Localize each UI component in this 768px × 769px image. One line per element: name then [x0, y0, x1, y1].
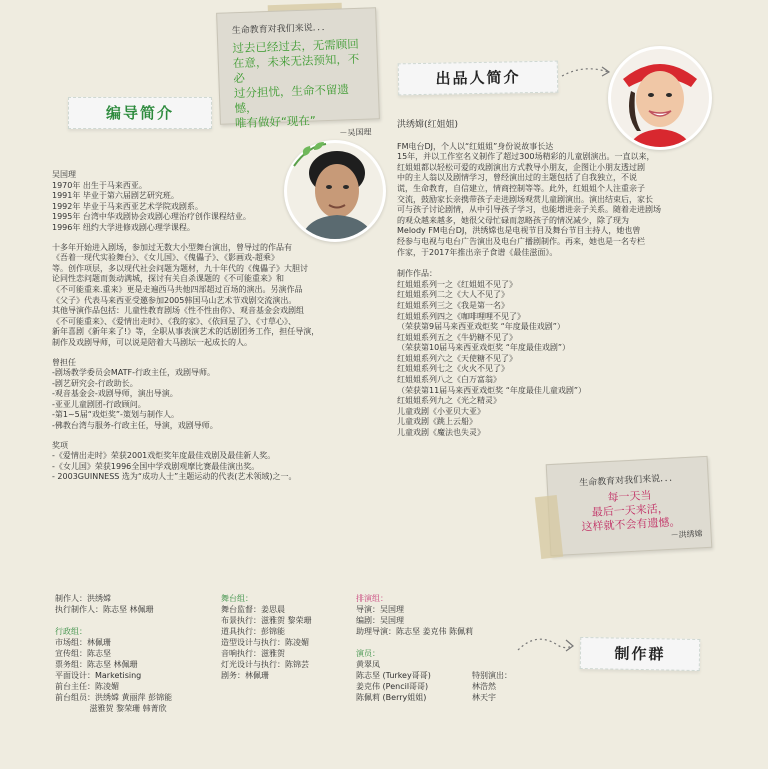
- credit-line: 制作人：洪绣嫦: [55, 594, 111, 603]
- bio-line: FM电台DJ，个人以“红姐姐”身份说故事长达: [397, 141, 554, 151]
- credit-group-heading: 演员：: [356, 649, 380, 658]
- timeline-item: 1992年 毕业于马来西亚艺术学院戏剧系。: [52, 201, 203, 211]
- work-item: 红姐姐系列一之《红姐姐不见了》: [397, 279, 517, 289]
- credit-line: 助理导演：陈志坚 姜克伟 陈佩莉: [356, 627, 474, 636]
- credit-line: 造型设计与执行：陈凌媚: [221, 638, 309, 647]
- award-item: -《女儿国》荣获1996全国中学戏剧观摩比赛最佳演出奖。: [52, 461, 260, 471]
- credit-line: 林浩然: [472, 682, 496, 691]
- work-item: 红姐姐系列二之《大人不见了》: [397, 290, 509, 300]
- editor-section-label: 编导简介: [68, 97, 212, 129]
- career-line: 论同性恋问题而轰动满城，探讨有关自杀课题的《不可能重来》和: [52, 274, 284, 284]
- work-item: 红姐姐系列七之《火火不见了》: [397, 364, 509, 374]
- work-item: （荣获第10届马来西亚戏炬奖 “年度最佳戏剧”）: [397, 343, 571, 353]
- note-heading: 生命教育对我们来说．．．: [578, 473, 679, 489]
- timeline-item: 1970年 出生于马来西亚。: [52, 180, 147, 190]
- spacer: [55, 615, 172, 626]
- leaf-doodle-icon: [290, 140, 330, 170]
- editor-awards-list: [52, 451, 382, 483]
- credit-line: 林天宇: [472, 693, 496, 702]
- credit-line: 陈志坚 (Turkey哥哥): [356, 671, 431, 680]
- role-item: -观音基金会-戏剧导师，演出导演。: [52, 389, 178, 399]
- timeline-item: 1995年 台湾中华戏剧协会戏剧心理治疗创作课程结业。: [52, 212, 251, 222]
- credit-line: 滋雅贺 黎荣珊 韩菁欣: [55, 704, 167, 713]
- credit-line: 平面设计：Marketising: [55, 671, 142, 680]
- note-heading: 生命教育对我们来说．．．: [231, 22, 331, 37]
- bio-line: Melody FM电台DJ，洪绣嫦也是电视节目及舞台节目主持人，她也曾: [397, 226, 641, 236]
- bio-line: 15年，并以工作室名义制作了超过300场精彩的儿童剧演出。一直以来，: [397, 152, 655, 162]
- producer-bio-text: [397, 142, 727, 259]
- producer-quote-note: [546, 456, 713, 556]
- editor-quote-note: [216, 7, 380, 138]
- timeline-item: 1996年 纽约大学进修戏剧心理学课程。: [52, 222, 195, 232]
- producer-works-list: [397, 280, 727, 439]
- credits-stage-column: [221, 593, 312, 681]
- spacer: [356, 637, 473, 648]
- works-title: 制作作品：: [397, 269, 437, 279]
- career-line: 《不可能重来.重来》更是走遍西马共他四部超过百场的演出。另演作品: [52, 284, 303, 294]
- career-line: 《吾着一现代实验舞台》、《女儿国》、《傀儡子》、《影画戏-超乘》: [52, 253, 279, 263]
- bio-line: 可与孩子讨论剧情，从中引导孩子学习，也能增进亲子关系。随着走进剧场: [397, 205, 661, 215]
- credit-group-heading: 行政组：: [55, 627, 87, 636]
- credits-section-label: 制作群: [580, 637, 701, 671]
- editor-bio: [52, 170, 382, 483]
- awards-title: 奖项: [52, 440, 68, 450]
- credit-line: 音响执行：滋雅贺: [221, 649, 285, 658]
- producer-name: 洪绣嫦(红姐姐): [397, 120, 459, 130]
- credit-line: 舞台监督：姜思晨: [221, 605, 285, 614]
- note-signature: －洪绣嫦: [670, 529, 703, 540]
- bio-line: 作家，于2017年推出亲子食谱《最佳滋面》。: [397, 247, 558, 257]
- editor-timeline: [52, 181, 382, 234]
- producer-bio: [397, 120, 727, 439]
- editor-name: 吴国理: [52, 170, 76, 179]
- role-item: -剧场教学委员会MATF-行政主任，戏剧导师。: [52, 368, 216, 378]
- credit-group-heading: 排演组：: [356, 594, 388, 603]
- bio-line: 经参与电视与电台广告演出及电台广播剧制作。再来，她也是一名专栏: [397, 236, 645, 246]
- career-line: 制作及戏剧导师，可以说是陪着大马剧坛一起成长的人。: [52, 337, 252, 347]
- credit-line: 陈佩莉 (Berry姐姐): [356, 693, 427, 702]
- career-line: 新年喜剧《新年来了!》等，全职从事表演艺术的话剧团务工作，担任导演，: [52, 327, 320, 337]
- work-item: 儿童戏剧《跳上云船》: [397, 417, 477, 427]
- bio-line: 谎，生命教育，自信建立，情商控制等等。此外，红姐姐个人注重亲子: [397, 183, 645, 193]
- career-line: 等。创作项层，多以现代社会问题为题材，九十年代的《傀儡子》大胆讨: [52, 263, 308, 273]
- work-item: （荣获第11届马来西亚戏炬奖 “年度最佳儿童戏剧”）: [397, 385, 587, 395]
- work-item: （荣获第9届马来西亚戏炬奖 “年度最佳戏剧”）: [397, 322, 565, 332]
- credit-line: 特别演出：: [472, 671, 512, 680]
- note-line: 最后一天来活，: [591, 501, 670, 519]
- credit-line: 编剧：吴国理: [356, 616, 404, 625]
- work-item: 红姐姐系列八之《白万富翁》: [397, 375, 501, 385]
- career-line: 十多年开始进入剧场，参加过无数大小型舞台演出，曾导过的作品有: [52, 242, 292, 252]
- bio-line: 中的主人翁以及剧情学习，曾经演出过的主题包括了自我独立，不说: [397, 173, 637, 183]
- credit-line: 票务组：陈志坚 林佩珊: [55, 660, 138, 669]
- credit-line: 前台组员：洪绣嫦 黄丽萍 彭锦能: [55, 693, 173, 702]
- note-line: 在意，未来无法预知，不必: [232, 51, 360, 86]
- role-item: -剧艺研究会-行政助长。: [52, 378, 138, 388]
- credit-line: 前台主任：陈凌媚: [55, 682, 119, 691]
- credits-rehearsal-column: [356, 593, 473, 703]
- role-item: -第1~5届“戏炬奖”-策划与制作人。: [52, 410, 179, 420]
- dotted-arrow-icon: [560, 62, 612, 82]
- role-item: -亚亚儿童剧团-行政顾问。: [52, 399, 146, 409]
- credit-line: 导演：吴国理: [356, 605, 404, 614]
- award-item: - 2003GUINNESS 选为“成功人士”主题运动的代表(艺术领域)之一。: [52, 472, 297, 482]
- roles-title: 曾担任: [52, 357, 76, 367]
- credit-line: 执行制作人：陈志坚 林佩珊: [55, 605, 154, 614]
- work-item: 红姐姐系列六之《天使糖不见了》: [397, 353, 517, 363]
- credit-line: 宣传组：陈志坚: [55, 649, 111, 658]
- producer-section-label: 出品人简介: [398, 61, 559, 96]
- role-item: -佛教台湾与服务-行政主任，导演，戏剧导师。: [52, 421, 218, 431]
- note-body: [232, 37, 371, 132]
- editor-career-text: [52, 243, 382, 349]
- credit-line: 灯光设计与执行：陈锦芸: [221, 660, 309, 669]
- dotted-arrow-icon: [516, 630, 576, 660]
- career-line: 《父子》代表马来西亚受邀参加2005韩国马山艺术节戏剧交流演出。: [52, 295, 297, 305]
- note-line: 过去已经过去，无需顾回: [232, 36, 360, 56]
- credit-line: 剧务：林佩珊: [221, 671, 269, 680]
- work-item: 儿童戏剧《魔法也失灵》: [397, 428, 485, 438]
- credits-admin-column: [55, 593, 172, 714]
- work-item: 红姐姐系列四之《咖啡哩哩不见了》: [397, 311, 525, 321]
- bio-line: 红姐姐都以轻松可爱的戏剧演出方式教导小朋友，企图让小朋友透过剧: [397, 162, 645, 172]
- bio-line: 交流，鼓励家长亲携带孩子走进剧场观赏儿童剧演出。演出结束后，家长: [397, 194, 653, 204]
- timeline-item: 1991年 毕业于第六届剧艺研究班。: [52, 191, 179, 201]
- work-item: 红姐姐系列九之《光之精灵》: [397, 396, 501, 406]
- note-line: 这样就不会有遗憾。: [581, 515, 681, 534]
- career-line: 其他导演作品包括：儿童性教育剧场《性不性由你》、观音基金会戏剧组: [52, 306, 304, 316]
- credits-special-column: [472, 670, 512, 703]
- credit-group-heading: 舞台组：: [221, 594, 253, 603]
- credit-line: 道具执行：彭锦能: [221, 627, 285, 636]
- award-item: -《爱情出走时》荣获2001戏炬奖年度最佳戏剧及最佳新人奖。: [52, 451, 276, 461]
- credit-line: 姜克伟 (Pencil哥哥): [356, 682, 429, 691]
- credit-line: 黄翠凤: [356, 660, 380, 669]
- work-item: 红姐姐系列三之《我是第一名》: [397, 300, 509, 310]
- note-line: 每一天当: [607, 488, 652, 505]
- career-line: 《不可能重来》、《爱情出走时》、《我的家》、《依回星了》、《寸草心》、: [52, 316, 296, 326]
- credit-line: 布景执行：滋雅贺 黎荣珊: [221, 616, 312, 625]
- note-signature: －吴国理: [339, 127, 372, 138]
- note-line: 过分担忧，生命不留遗憾，: [233, 82, 350, 116]
- editor-roles-list: [52, 368, 382, 432]
- credit-line: 市场组：林佩珊: [55, 638, 111, 647]
- note-line: 唯有做好“现在”: [234, 113, 317, 131]
- note-body: [558, 486, 702, 535]
- work-item: 红姐姐系列五之《牛奶糖不见了》: [397, 332, 517, 342]
- bio-line: 的观众越来越多，她很父母忙碌而忽略孩子的情况减少，除了现为: [397, 215, 629, 225]
- work-item: 儿童戏剧《小亚贝大亚》: [397, 406, 485, 416]
